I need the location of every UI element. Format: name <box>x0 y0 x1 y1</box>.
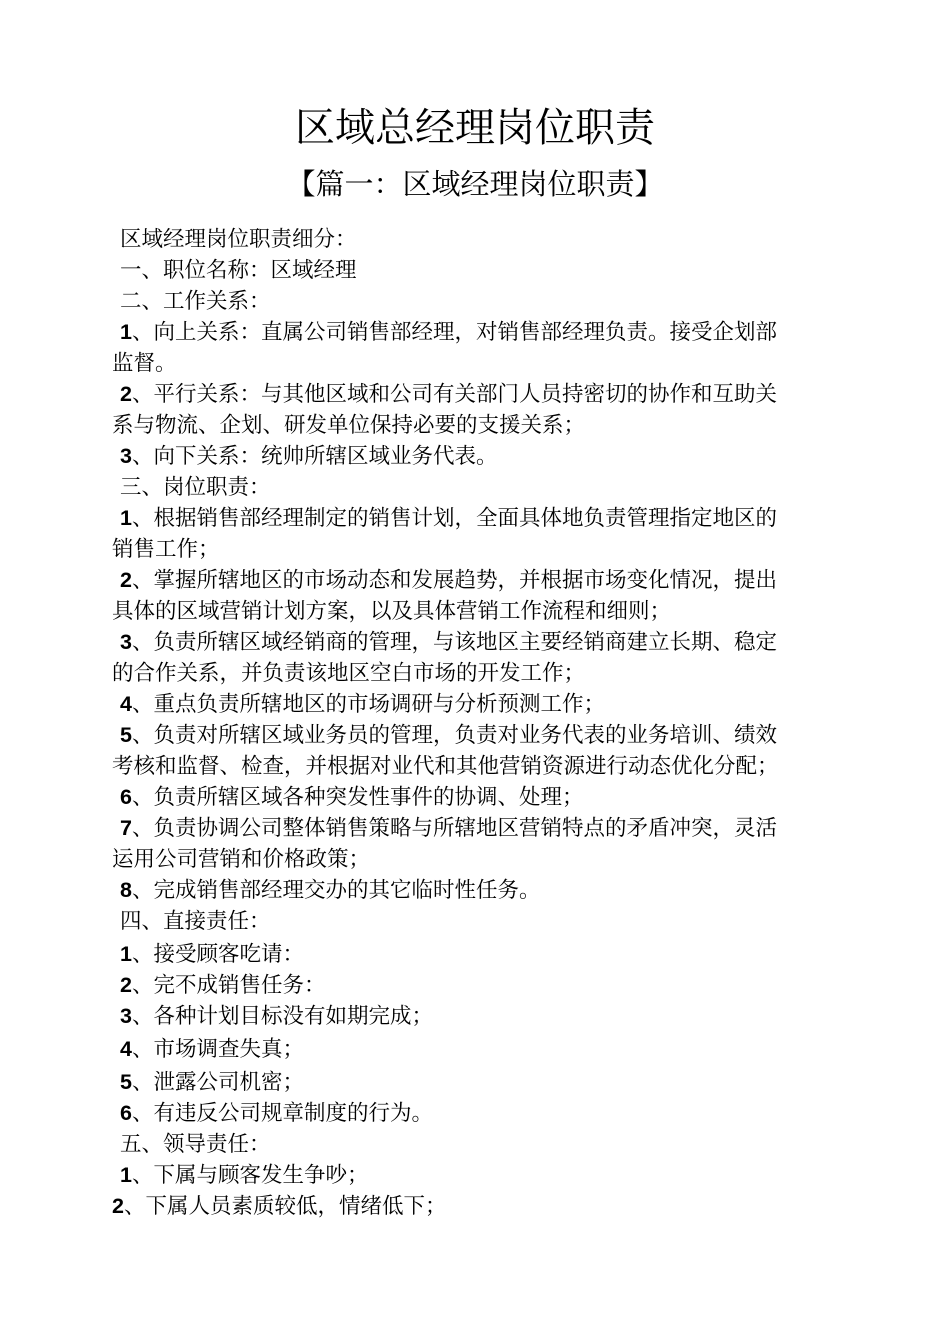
item-number: 2 <box>120 382 132 406</box>
list-item <box>112 720 842 751</box>
item-number: 1 <box>120 942 132 966</box>
item-text: 、负责对所辖区域业务员的管理，负责对业务代表的业务培训、绩效 <box>131 723 777 748</box>
item-text: 、负责所辖区域经销商的管理，与该地区主要经销商建立长期、稳定 <box>131 630 777 655</box>
list-item <box>112 503 842 534</box>
list-item <box>112 441 842 472</box>
list-item <box>112 379 842 410</box>
item-number: 8 <box>120 878 132 902</box>
section-heading: 一、职位名称：区域经理 <box>120 258 357 283</box>
list-item <box>112 627 842 658</box>
item-number: 1 <box>120 1163 132 1187</box>
list-item <box>112 970 842 1001</box>
list-item-continuation: 的合作关系，并负责该地区空白市场的开发工作； <box>112 661 586 686</box>
item-text: 、各种计划目标没有如期完成； <box>131 1004 433 1029</box>
item-text: 、完不成销售任务： <box>131 973 326 998</box>
section-heading: 二、工作关系： <box>120 289 271 314</box>
document-body <box>112 224 842 1222</box>
intro-line: 区域经理岗位职责细分： <box>120 227 357 252</box>
list-item <box>112 1067 842 1098</box>
item-number: 5 <box>120 723 132 747</box>
list-item-continuation: 具体的区域营销计划方案，以及具体营销工作流程和细则； <box>112 599 672 624</box>
item-number: 3 <box>120 630 132 654</box>
list-item <box>112 813 842 844</box>
item-text: 、根据销售部经理制定的销售计划，全面具体地负责管理指定地区的 <box>131 506 777 531</box>
item-number: 2 <box>120 568 132 592</box>
list-item <box>112 875 842 906</box>
list-item <box>112 1191 842 1222</box>
item-text: 、下属与顾客发生争吵； <box>131 1163 369 1188</box>
item-text: 、负责所辖区域各种突发性事件的协调、处理； <box>131 785 584 810</box>
list-item <box>112 939 842 970</box>
item-number: 6 <box>120 1101 132 1125</box>
section-heading: 四、直接责任： <box>120 909 271 934</box>
item-text: 、平行关系：与其他区域和公司有关部门人员持密切的协作和互助关 <box>131 382 777 407</box>
list-item <box>112 1034 842 1065</box>
list-item <box>112 1160 842 1191</box>
list-item-continuation: 系与物流、企划、研发单位保持必要的支援关系； <box>112 413 586 438</box>
list-item-continuation: 销售工作； <box>112 537 220 562</box>
item-text: 、向上关系：直属公司销售部经理，对销售部经理负责。接受企划部 <box>131 320 777 345</box>
list-item-continuation: 监督。 <box>112 351 177 376</box>
item-text: 、负责协调公司整体销售策略与所辖地区营销特点的矛盾冲突，灵活 <box>131 816 777 841</box>
list-item-continuation: 运用公司营销和价格政策； <box>112 847 371 872</box>
item-text: 、掌握所辖地区的市场动态和发展趋势，并根据市场变化情况，提出 <box>131 568 777 593</box>
list-item <box>112 689 842 720</box>
item-number: 3 <box>120 1004 132 1028</box>
page-subtitle: 【篇一：区域经理岗位职责】 <box>286 167 664 201</box>
item-number: 3 <box>120 444 132 468</box>
page-title: 区域总经理岗位职责 <box>295 105 655 151</box>
list-item <box>112 1001 842 1032</box>
item-text: 、向下关系：统帅所辖区域业务代表。 <box>131 444 498 469</box>
item-number: 2 <box>112 1194 124 1218</box>
item-text: 、接受顾客吃请： <box>131 942 304 967</box>
item-number: 5 <box>120 1070 132 1094</box>
section-heading: 三、岗位职责： <box>120 475 271 500</box>
list-item <box>112 782 842 813</box>
list-item-continuation: 考核和监督、检查，并根据对业代和其他营销资源进行动态优化分配； <box>112 754 779 779</box>
item-text: 、下属人员素质较低，情绪低下； <box>123 1194 447 1219</box>
item-number: 6 <box>120 785 132 809</box>
item-text: 、泄露公司机密； <box>131 1070 304 1095</box>
list-item <box>112 1098 842 1129</box>
item-text: 、有违反公司规章制度的行为。 <box>131 1101 433 1126</box>
item-text: 、完成销售部经理交办的其它临时性任务。 <box>131 878 541 903</box>
item-number: 4 <box>120 692 132 716</box>
item-number: 7 <box>120 816 132 840</box>
item-text: 、重点负责所辖地区的市场调研与分析预测工作； <box>131 692 605 717</box>
list-item <box>112 565 842 596</box>
item-number: 1 <box>120 320 132 344</box>
item-number: 4 <box>120 1037 132 1061</box>
list-item <box>112 317 842 348</box>
item-number: 1 <box>120 506 132 530</box>
section-heading: 五、领导责任： <box>120 1132 271 1157</box>
item-text: 、市场调查失真； <box>131 1037 304 1062</box>
item-number: 2 <box>120 973 132 997</box>
